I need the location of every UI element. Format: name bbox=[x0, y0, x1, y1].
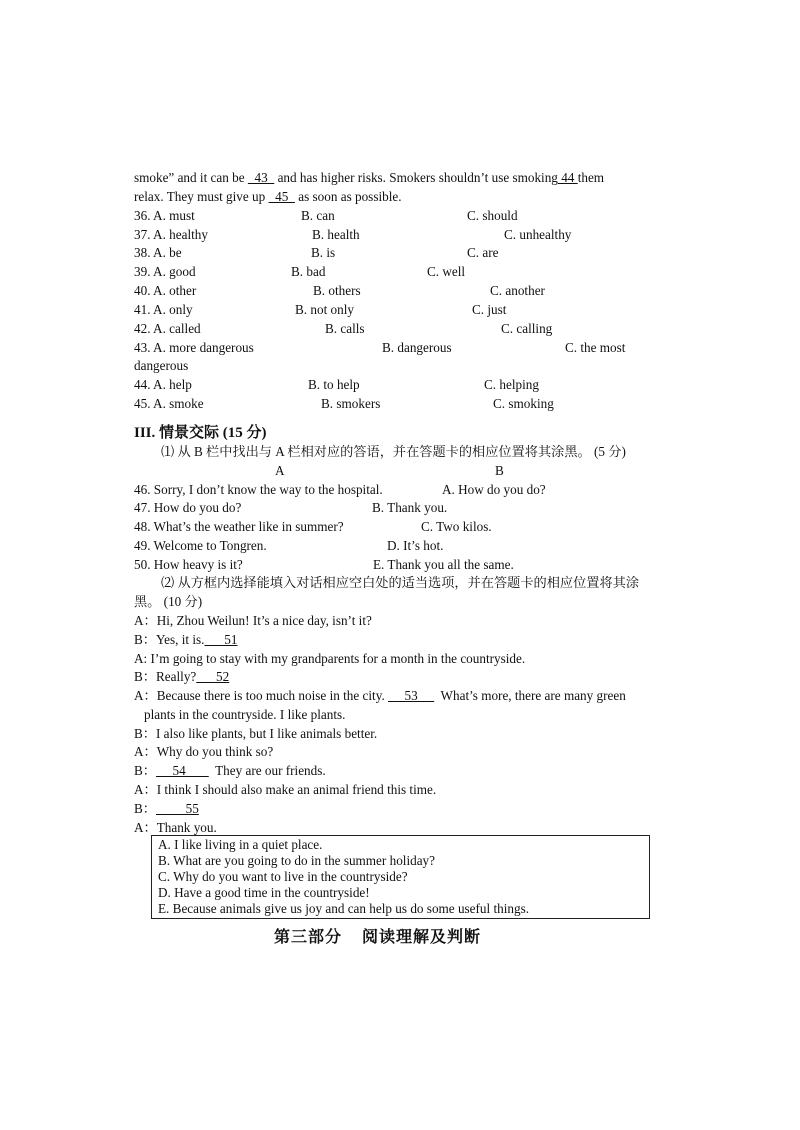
sub-instruction-1: ⑴ 从 B 栏中找出与 A 栏相对应的答语，并在答题卡的相应位置将其涂黑。 (5 分) bbox=[161, 444, 626, 459]
q38-a: 38. A. be bbox=[134, 245, 182, 260]
dialogue-line: A：I think I should also make an animal friend this time. bbox=[134, 782, 437, 797]
dialogue-line bbox=[134, 800, 199, 818]
q44-a: 44. A. help bbox=[134, 377, 192, 392]
q40-a: 40. A. other bbox=[134, 283, 197, 298]
dialogue-text: B： bbox=[134, 763, 156, 778]
dialogue-text: B：Really? bbox=[134, 669, 197, 684]
q41-b: B. not only bbox=[295, 302, 354, 317]
blank-54: 54 bbox=[155, 763, 209, 778]
column-b-label: B bbox=[495, 463, 504, 478]
match-q48: 48. What’s the weather like in summer? bbox=[134, 519, 344, 534]
passage-text: and has higher risks. Smokers shouldn’t use smoking bbox=[274, 170, 558, 185]
options-box bbox=[151, 835, 650, 919]
sub-instruction-2-cont: 黑。 (10 分) bbox=[134, 594, 203, 609]
passage-line-2 bbox=[134, 188, 402, 206]
match-q46: 46. Sorry, I don’t know the way to the hospital. bbox=[134, 482, 383, 497]
q45-a: 45. A. smoke bbox=[134, 396, 204, 411]
dialogue-line: B：I also like plants, but I like animals better. bbox=[134, 726, 378, 741]
q40-b: B. others bbox=[313, 283, 361, 298]
dialogue-text: B：Yes, it is. bbox=[134, 632, 205, 647]
match-c: C. Two kilos. bbox=[421, 519, 492, 534]
section-heading bbox=[134, 424, 267, 442]
q39-c: C. well bbox=[427, 264, 466, 279]
q36-c: C. should bbox=[467, 208, 518, 223]
passage-text: them bbox=[577, 170, 605, 185]
option-e: E. Because animals give us joy and can help us do some useful things. bbox=[158, 901, 530, 916]
blank-45: 45 bbox=[268, 189, 295, 204]
match-q50: 50. How heavy is it? bbox=[134, 557, 243, 572]
q43-c-cont: dangerous bbox=[134, 358, 189, 373]
q39-b: B. bad bbox=[291, 264, 326, 279]
part-three-title: 第三部分 阅读理解及判断 bbox=[274, 929, 482, 946]
blank-52: 52 bbox=[196, 669, 230, 684]
dialogue-text: B： bbox=[134, 801, 156, 816]
q44-c: C. helping bbox=[484, 377, 539, 392]
option-b: B. What are you going to do in the summer holiday? bbox=[158, 853, 436, 868]
dialogue-line bbox=[134, 762, 326, 780]
passage-text: relax. They must give up bbox=[134, 189, 269, 204]
q43-a: 43. A. more dangerous bbox=[134, 340, 254, 355]
dialogue-line bbox=[134, 631, 237, 649]
match-e: E. Thank you all the same. bbox=[373, 557, 514, 572]
blank-43: 43 bbox=[247, 170, 275, 185]
blank-55: 55 bbox=[155, 801, 199, 816]
q40-c: C. another bbox=[490, 283, 545, 298]
dialogue-line: A：Hi, Zhou Weilun! It’s a nice day, isn’t it? bbox=[134, 613, 372, 628]
q39-a: 39. A. good bbox=[134, 264, 196, 279]
section-score: (15 分) bbox=[222, 425, 267, 441]
dialogue-line: A：Why do you think so? bbox=[134, 744, 274, 759]
column-a-label: A bbox=[275, 463, 285, 478]
q41-c: C. just bbox=[472, 302, 507, 317]
passage-text: as soon as possible. bbox=[294, 189, 402, 204]
q45-c: C. smoking bbox=[493, 396, 554, 411]
q42-c: C. calling bbox=[501, 321, 553, 336]
option-c: C. Why do you want to live in the countryside? bbox=[158, 869, 408, 884]
q37-a: 37. A. healthy bbox=[134, 227, 208, 242]
dialogue-line bbox=[134, 668, 229, 686]
passage-text: smoke” and it can be bbox=[134, 170, 248, 185]
q42-a: 42. A. called bbox=[134, 321, 201, 336]
match-q49: 49. Welcome to Tongren. bbox=[134, 538, 267, 553]
dialogue-line: A：Thank you. bbox=[134, 820, 217, 835]
q37-c: C. unhealthy bbox=[504, 227, 572, 242]
option-a: A. I like living in a quiet place. bbox=[158, 837, 323, 852]
match-b: B. Thank you. bbox=[372, 500, 448, 515]
option-d: D. Have a good time in the countryside! bbox=[158, 885, 370, 900]
dialogue-line bbox=[134, 687, 626, 705]
match-a: A. How do you do? bbox=[442, 482, 546, 497]
blank-51: 51 bbox=[204, 632, 238, 647]
q36-b: B. can bbox=[301, 208, 335, 223]
sub-instruction-2: ⑵ 从方框内选择能填入对话相应空白处的适当选项，并在答题卡的相应位置将其涂 bbox=[161, 575, 640, 590]
dialogue-line-cont: plants in the countryside. I like plants. bbox=[144, 707, 346, 722]
dialogue-text: What’s more, there are many green bbox=[434, 688, 626, 703]
dialogue-text: A：Because there is too much noise in the city. bbox=[134, 688, 389, 703]
blank-44: 44 bbox=[557, 170, 578, 185]
q42-b: B. calls bbox=[325, 321, 365, 336]
match-q47: 47. How do you do? bbox=[134, 500, 242, 515]
blank-53: 53 bbox=[388, 688, 435, 703]
q43-b: B. dangerous bbox=[382, 340, 452, 355]
section-title: III. 情景交际 bbox=[134, 425, 220, 441]
match-d: D. It’s hot. bbox=[387, 538, 444, 553]
passage-line-1 bbox=[134, 169, 604, 187]
q36-a: 36. A. must bbox=[134, 208, 195, 223]
q38-c: C. are bbox=[467, 245, 499, 260]
q44-b: B. to help bbox=[308, 377, 360, 392]
dialogue-line: A: I’m going to stay with my grandparents for a month in the countryside. bbox=[134, 651, 526, 666]
q38-b: B. is bbox=[311, 245, 336, 260]
q37-b: B. health bbox=[312, 227, 360, 242]
q43-c: C. the most bbox=[565, 340, 626, 355]
q45-b: B. smokers bbox=[321, 396, 381, 411]
dialogue-text: They are our friends. bbox=[208, 763, 326, 778]
q41-a: 41. A. only bbox=[134, 302, 193, 317]
